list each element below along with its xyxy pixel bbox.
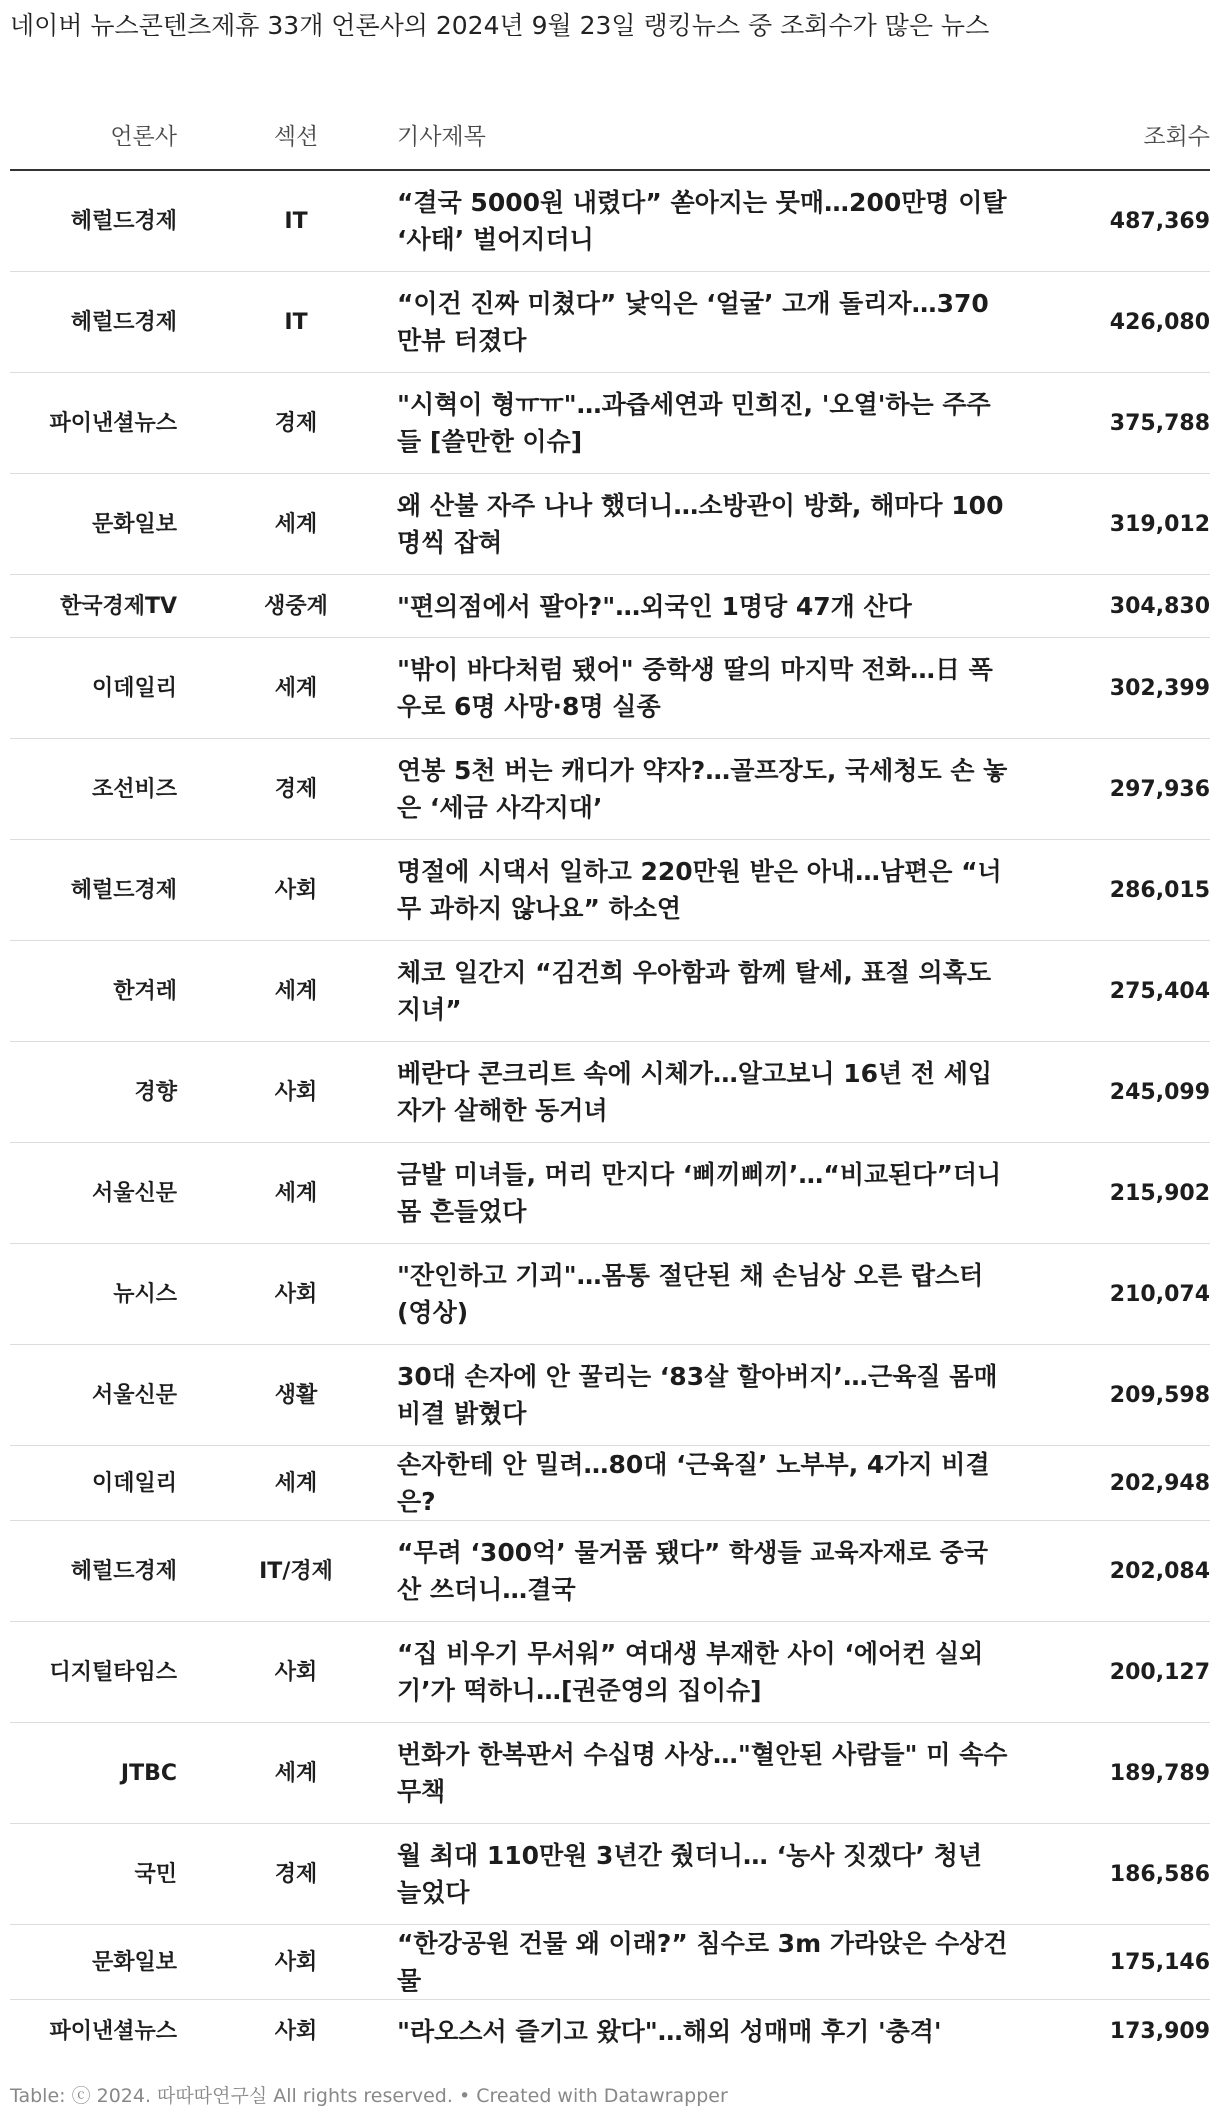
section-cell: 사회: [207, 840, 369, 941]
publisher-cell: 헤럴드경제: [10, 840, 207, 941]
section-cell: 사회: [207, 1925, 369, 2000]
publisher-cell: 파이낸셜뉴스: [49, 2018, 177, 2044]
publisher-cell: 이데일리: [10, 1446, 207, 1521]
publisher-cell: 한국경제TV: [10, 575, 207, 638]
views-cell: 426,080: [1049, 272, 1210, 373]
publisher-cell: 조선비즈: [10, 739, 207, 840]
section-cell: 생중계: [207, 575, 369, 638]
table-row: [10, 1143, 1210, 1244]
views-cell: 202,084: [1049, 1521, 1210, 1622]
table-row: [10, 638, 1210, 739]
headline-cell: “이건 진짜 미쳤다” 낯익은 ‘얼굴’ 고개 돌리자…370만뷰 터졌다: [369, 272, 1049, 373]
headline-cell: “한강공원 건물 왜 이래?” 침수로 3m 가라앉은 수상건물: [369, 1925, 1049, 2000]
views-cell: 200,127: [1049, 1622, 1210, 1723]
table-row: [10, 1446, 1210, 1521]
section-cell: 생활: [207, 1345, 369, 1446]
column-header-section[interactable]: 섹션: [207, 99, 369, 170]
views-cell: 175,146: [1049, 1925, 1210, 2000]
section-cell: 경제: [207, 739, 369, 840]
section-cell: 세계: [207, 941, 369, 1042]
section-cell: 사회: [207, 1244, 369, 1345]
section-cell: 세계: [207, 638, 369, 739]
table-row: [10, 373, 1210, 474]
headline-cell: 체코 일간지 “김건희 우아함과 함께 탈세, 표절 의혹도 지녀”: [369, 941, 1049, 1042]
views-cell: 210,074: [1049, 1244, 1210, 1345]
publisher-cell: 이데일리: [10, 638, 207, 739]
headline-cell: 왜 산불 자주 나나 했더니…소방관이 방화, 해마다 100명씩 잡혀: [369, 474, 1049, 575]
headline-cell: "라오스서 즐기고 왔다"…해외 성매매 후기 '충격': [397, 2016, 942, 2046]
section-cell: 사회: [207, 1042, 369, 1143]
publisher-cell: 한겨레: [10, 941, 207, 1042]
views-cell: 173,909: [1109, 2018, 1210, 2044]
views-cell: 215,902: [1049, 1143, 1210, 1244]
headline-cell: 30대 손자에 안 꿀리는 ‘83살 할아버지’…근육질 몸매 비결 밝혔다: [369, 1345, 1049, 1446]
section-cell: 세계: [207, 1723, 369, 1824]
views-cell: 286,015: [1049, 840, 1210, 941]
publisher-cell: 국민: [10, 1824, 207, 1925]
section-cell: 세계: [207, 474, 369, 575]
publisher-cell: 경향: [10, 1042, 207, 1143]
table-row: [10, 1824, 1210, 1925]
table-row: [10, 1925, 1210, 2000]
publisher-cell: 파이낸셜뉴스: [10, 373, 207, 474]
section-cell: IT/경제: [207, 1521, 369, 1622]
table-row: [10, 1521, 1210, 1622]
headline-cell: "잔인하고 기괴"…몸통 절단된 채 손님상 오른 랍스터(영상): [369, 1244, 1049, 1345]
section-cell: IT: [207, 272, 369, 373]
views-cell: 304,830: [1049, 575, 1210, 638]
headline-cell: "편의점에서 팔아?"…외국인 1명당 47개 산다: [369, 575, 1049, 638]
column-header-views[interactable]: 조회수: [1049, 99, 1210, 170]
views-cell: 297,936: [1049, 739, 1210, 840]
section-cell: 경제: [207, 373, 369, 474]
table-row: [10, 1345, 1210, 1446]
headline-cell: 번화가 한복판서 수십명 사상…"혈안된 사람들" 미 속수무책: [369, 1723, 1049, 1824]
table-row: [10, 1244, 1210, 1345]
views-cell: 487,369: [1049, 170, 1210, 272]
headline-cell: 손자한테 안 밀려…80대 ‘근육질’ 노부부, 4가지 비결은?: [369, 1446, 1049, 1521]
headline-cell: “무려 ‘300억’ 물거품 됐다” 학생들 교육자재로 중국산 쓰더니…결국: [369, 1521, 1049, 1622]
table-row: [10, 272, 1210, 373]
headline-cell: “결국 5000원 내렸다” 쏟아지는 뭇매…200만명 이탈 ‘사태’ 벌어지더니: [369, 170, 1049, 272]
column-header-publisher[interactable]: 언론사: [10, 99, 207, 170]
table-row: [10, 2000, 1210, 2063]
ranking-table: [10, 99, 1210, 2062]
publisher-cell: 서울신문: [10, 1143, 207, 1244]
table-row: [10, 941, 1210, 1042]
column-header-headline[interactable]: 기사제목: [369, 99, 1049, 170]
views-cell: 302,399: [1049, 638, 1210, 739]
section-cell: 세계: [207, 1446, 369, 1521]
publisher-cell: 뉴시스: [10, 1244, 207, 1345]
table-title: 네이버 뉴스콘텐츠제휴 33개 언론사의 2024년 9월 23일 랭킹뉴스 중 조회수가 많은 뉴스: [10, 11, 990, 40]
headline-cell: 금발 미녀들, 머리 만지다 ‘삐끼삐끼’…“비교된다”더니 몸 흔들었다: [369, 1143, 1049, 1244]
publisher-cell: 헤럴드경제: [10, 170, 207, 272]
views-cell: 375,788: [1049, 373, 1210, 474]
headline-cell: 연봉 5천 버는 캐디가 약자?…골프장도, 국세청도 손 놓은 ‘세금 사각지대’: [369, 739, 1049, 840]
publisher-cell: 문화일보: [10, 1925, 207, 2000]
publisher-cell: 문화일보: [10, 474, 207, 575]
headline-cell: 명절에 시댁서 일하고 220만원 받은 아내…남편은 “너무 과하지 않나요” 하소연: [369, 840, 1049, 941]
views-cell: 202,948: [1049, 1446, 1210, 1521]
table-row: [10, 1042, 1210, 1143]
headline-cell: "시혁이 형ㅠㅠ"…과즙세연과 민희진, '오열'하는 주주들 [쓸만한 이슈]: [369, 373, 1049, 474]
views-cell: 209,598: [1049, 1345, 1210, 1446]
table-row: [10, 739, 1210, 840]
views-cell: 186,586: [1049, 1824, 1210, 1925]
table-row: [10, 474, 1210, 575]
section-cell: IT: [207, 170, 369, 272]
header-row: [10, 99, 1210, 170]
section-cell: 경제: [207, 1824, 369, 1925]
views-cell: 189,789: [1049, 1723, 1210, 1824]
headline-cell: 월 최대 110만원 3년간 줬더니… ‘농사 짓겠다’ 청년 늘었다: [369, 1824, 1049, 1925]
section-cell: 세계: [207, 1143, 369, 1244]
table-row: [10, 575, 1210, 638]
views-cell: 319,012: [1049, 474, 1210, 575]
publisher-cell: 헤럴드경제: [10, 1521, 207, 1622]
publisher-cell: 디지털타임스: [10, 1622, 207, 1723]
table-footer: Table: ⓒ 2024. 따따따연구실 All rights reserved. • Created with Datawrapper: [10, 2085, 728, 2107]
publisher-cell: 헤럴드경제: [10, 272, 207, 373]
publisher-cell: 서울신문: [10, 1345, 207, 1446]
views-cell: 245,099: [1049, 1042, 1210, 1143]
section-cell: 사회: [274, 2018, 318, 2044]
publisher-cell: JTBC: [10, 1723, 207, 1824]
headline-cell: "밖이 바다처럼 됐어" 중학생 딸의 마지막 전화…日 폭우로 6명 사망·8명 실종: [369, 638, 1049, 739]
table-row: [10, 1723, 1210, 1824]
section-cell: 사회: [207, 1622, 369, 1723]
views-cell: 275,404: [1049, 941, 1210, 1042]
headline-cell: 베란다 콘크리트 속에 시체가…알고보니 16년 전 세입자가 살해한 동거녀: [369, 1042, 1049, 1143]
headline-cell: “집 비우기 무서워” 여대생 부재한 사이 ‘에어컨 실외기’가 떡하니…[권준영의 집이슈]: [369, 1622, 1049, 1723]
table-row: [10, 840, 1210, 941]
table-row: [10, 170, 1210, 272]
table-row: [10, 1622, 1210, 1723]
